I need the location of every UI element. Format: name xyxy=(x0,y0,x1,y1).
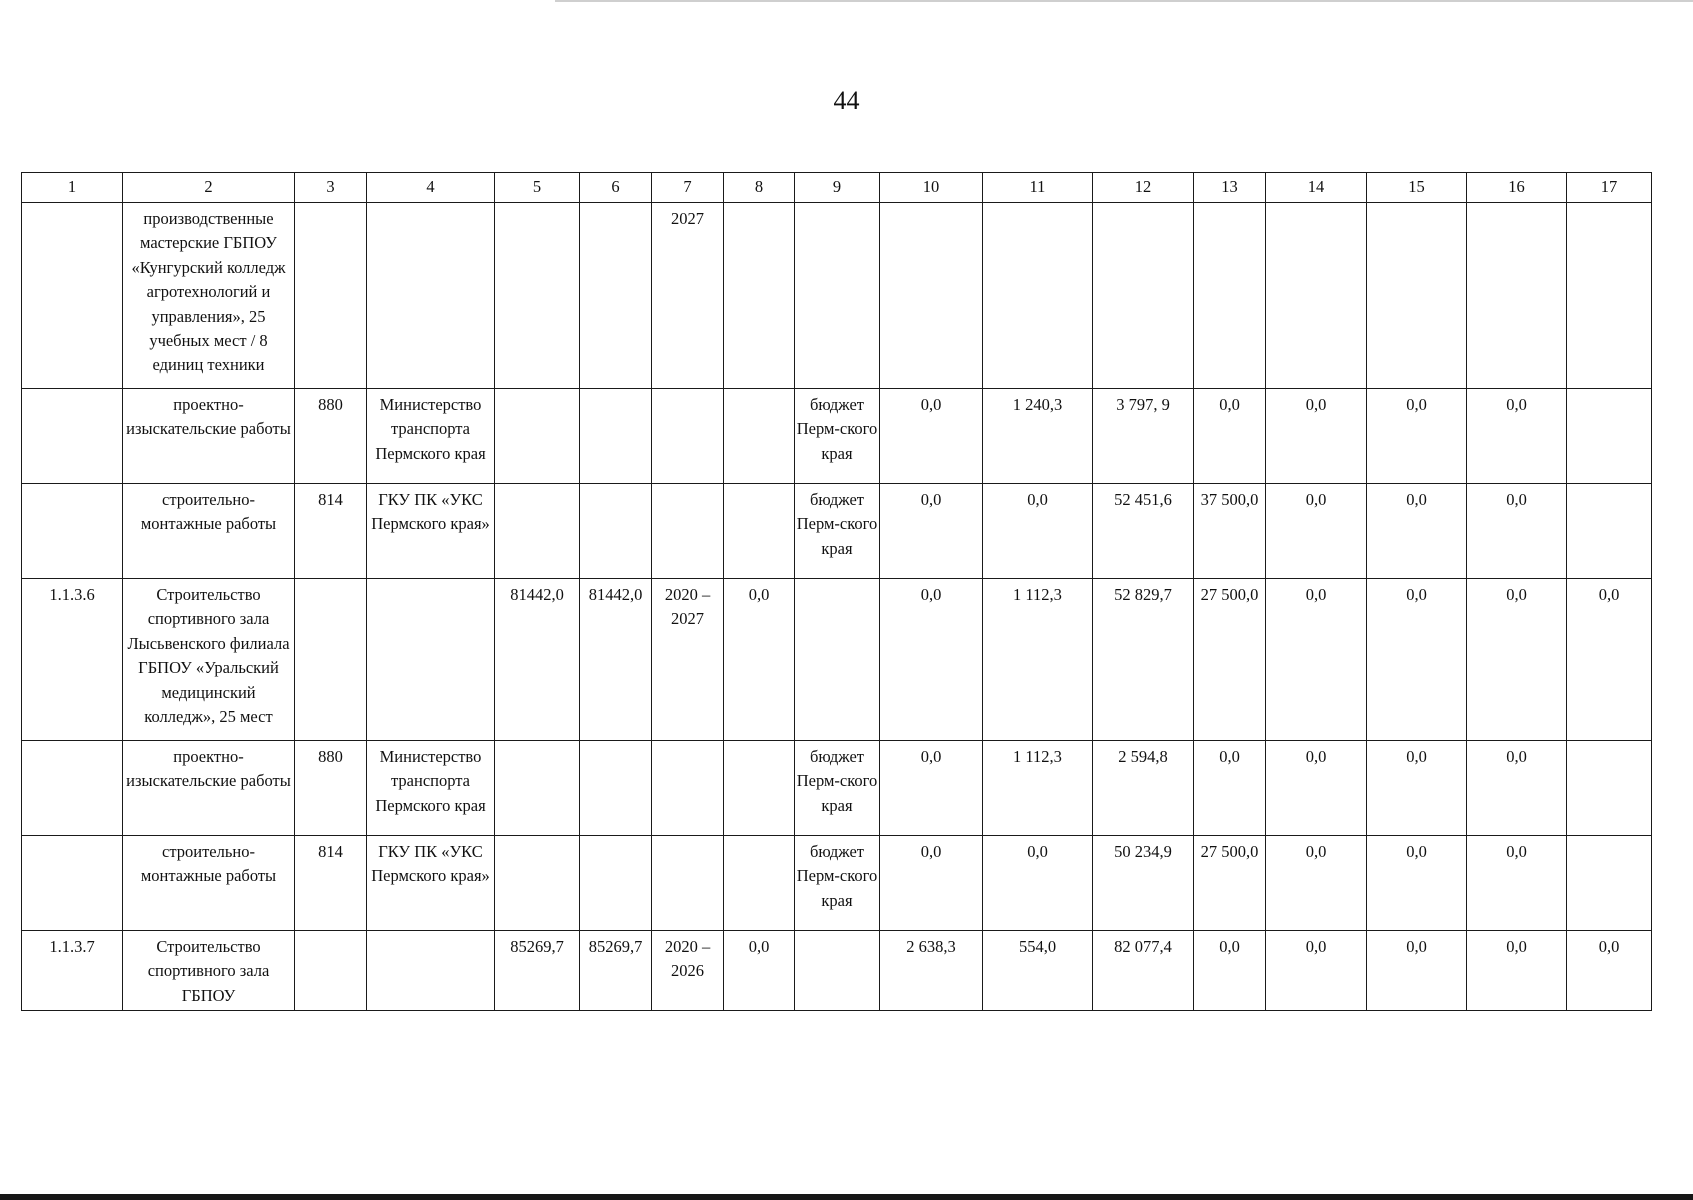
table-cell-col-2: строительно-монтажные работы xyxy=(123,484,295,579)
table-cell-col-2: Строительство спортивного зала Лысьвенского филиала ГБПОУ «Уральский медицинский колледж», 25 мест xyxy=(123,579,295,741)
table-cell-col-17 xyxy=(1567,389,1652,484)
table-cell-col-6 xyxy=(580,203,652,389)
column-number-9: 9 xyxy=(795,173,880,203)
table-cell-col-7: 2020 – 2026 xyxy=(652,931,724,1011)
table-cell-col-15 xyxy=(1367,203,1467,389)
page-number: 44 xyxy=(833,86,860,115)
table-cell-col-4 xyxy=(367,931,495,1011)
table-cell-col-8 xyxy=(724,203,795,389)
table-cell-col-13: 0,0 xyxy=(1194,931,1266,1011)
table-cell-col-9 xyxy=(795,203,880,389)
table-cell-col-12: 52 451,6 xyxy=(1093,484,1194,579)
table-cell-col-15: 0,0 xyxy=(1367,836,1467,931)
table-cell-col-5: 85269,7 xyxy=(495,931,580,1011)
table-cell-col-15: 0,0 xyxy=(1367,741,1467,836)
table-cell-col-3: 814 xyxy=(295,484,367,579)
table-cell-col-16 xyxy=(1467,203,1567,389)
table-cell-col-14: 0,0 xyxy=(1266,579,1367,741)
table-cell-col-1 xyxy=(22,836,123,931)
table-cell-col-10: 0,0 xyxy=(880,579,983,741)
table-cell-col-3: 814 xyxy=(295,836,367,931)
table-cell-col-12: 52 829,7 xyxy=(1093,579,1194,741)
column-number-6: 6 xyxy=(580,173,652,203)
table-cell-col-5 xyxy=(495,741,580,836)
table-cell-col-16: 0,0 xyxy=(1467,484,1567,579)
table-cell-col-16: 0,0 xyxy=(1467,931,1567,1011)
table-cell-col-7 xyxy=(652,741,724,836)
budget-table xyxy=(21,172,1652,1011)
table-cell-col-10: 2 638,3 xyxy=(880,931,983,1011)
column-number-17: 17 xyxy=(1567,173,1652,203)
table-row xyxy=(22,741,1652,836)
table-cell-col-10 xyxy=(880,203,983,389)
table-cell-col-5 xyxy=(495,836,580,931)
table-cell-col-7: 2020 – 2027 xyxy=(652,579,724,741)
table-cell-col-13 xyxy=(1194,203,1266,389)
table-cell-col-9 xyxy=(795,579,880,741)
column-number-12: 12 xyxy=(1093,173,1194,203)
table-cell-col-6 xyxy=(580,389,652,484)
table-cell-col-4: Министерство транспорта Пермского края xyxy=(367,389,495,484)
table-cell-col-5 xyxy=(495,484,580,579)
table-cell-col-15: 0,0 xyxy=(1367,931,1467,1011)
column-number-13: 13 xyxy=(1194,173,1266,203)
column-number-11: 11 xyxy=(983,173,1093,203)
table-row xyxy=(22,389,1652,484)
table-cell-col-15: 0,0 xyxy=(1367,579,1467,741)
table-cell-col-5 xyxy=(495,203,580,389)
column-number-header-row xyxy=(22,173,1652,203)
table-cell-col-5: 81442,0 xyxy=(495,579,580,741)
table-cell-col-3: 880 xyxy=(295,741,367,836)
table-cell-col-7 xyxy=(652,836,724,931)
column-number-15: 15 xyxy=(1367,173,1467,203)
table-cell-col-8 xyxy=(724,484,795,579)
table-cell-col-3 xyxy=(295,579,367,741)
table-cell-col-2: производственные мастерские ГБПОУ «Кунгурский колледж агротехнологий и управления», 25 учебных мест / 8 единиц техники xyxy=(123,203,295,389)
table-cell-col-2: проектно-изыскательские работы xyxy=(123,741,295,836)
table-cell-col-16: 0,0 xyxy=(1467,389,1567,484)
column-number-1: 1 xyxy=(22,173,123,203)
table-cell-col-1: 1.1.3.7 xyxy=(22,931,123,1011)
table-cell-col-13: 37 500,0 xyxy=(1194,484,1266,579)
table-cell-col-6: 85269,7 xyxy=(580,931,652,1011)
table-cell-col-17 xyxy=(1567,484,1652,579)
column-number-4: 4 xyxy=(367,173,495,203)
bottom-scan-edge xyxy=(0,1194,1693,1200)
table-cell-col-7: 2027 xyxy=(652,203,724,389)
table-cell-col-12 xyxy=(1093,203,1194,389)
table-cell-col-6 xyxy=(580,484,652,579)
table-cell-col-17 xyxy=(1567,203,1652,389)
table-cell-col-1 xyxy=(22,203,123,389)
table-cell-col-9: бюджет Перм-ского края xyxy=(795,741,880,836)
table-cell-col-9 xyxy=(795,931,880,1011)
table-cell-col-4: ГКУ ПК «УКС Пермского края» xyxy=(367,836,495,931)
table-cell-col-2: проектно-изыскательские работы xyxy=(123,389,295,484)
table-row xyxy=(22,836,1652,931)
table-cell-col-17: 0,0 xyxy=(1567,579,1652,741)
table-cell-col-16: 0,0 xyxy=(1467,579,1567,741)
table-cell-col-14: 0,0 xyxy=(1266,836,1367,931)
table-cell-col-7 xyxy=(652,484,724,579)
table-cell-col-13: 0,0 xyxy=(1194,741,1266,836)
table-cell-col-13: 27 500,0 xyxy=(1194,836,1266,931)
table-cell-col-10: 0,0 xyxy=(880,741,983,836)
table-cell-col-11: 1 112,3 xyxy=(983,741,1093,836)
table-cell-col-8 xyxy=(724,836,795,931)
table-cell-col-11: 1 112,3 xyxy=(983,579,1093,741)
table-cell-col-16: 0,0 xyxy=(1467,836,1567,931)
table-cell-col-6: 81442,0 xyxy=(580,579,652,741)
table-cell-col-14: 0,0 xyxy=(1266,931,1367,1011)
table-cell-col-12: 2 594,8 xyxy=(1093,741,1194,836)
column-number-7: 7 xyxy=(652,173,724,203)
table-cell-col-3 xyxy=(295,203,367,389)
table-cell-col-10: 0,0 xyxy=(880,836,983,931)
column-number-16: 16 xyxy=(1467,173,1567,203)
table-cell-col-1 xyxy=(22,389,123,484)
table-cell-col-14 xyxy=(1266,203,1367,389)
table-row xyxy=(22,203,1652,389)
table-cell-col-5 xyxy=(495,389,580,484)
table-cell-col-14: 0,0 xyxy=(1266,484,1367,579)
table-cell-col-16: 0,0 xyxy=(1467,741,1567,836)
table-cell-col-10: 0,0 xyxy=(880,389,983,484)
table-row xyxy=(22,579,1652,741)
table-cell-col-17 xyxy=(1567,741,1652,836)
table-cell-col-14: 0,0 xyxy=(1266,741,1367,836)
table-row xyxy=(22,484,1652,579)
table-cell-col-6 xyxy=(580,836,652,931)
table-cell-col-14: 0,0 xyxy=(1266,389,1367,484)
table-cell-col-9: бюджет Перм-ского края xyxy=(795,389,880,484)
top-scan-rule xyxy=(555,0,1693,2)
column-number-2: 2 xyxy=(123,173,295,203)
table-cell-col-17 xyxy=(1567,836,1652,931)
table-cell-col-8 xyxy=(724,389,795,484)
table-cell-col-11: 1 240,3 xyxy=(983,389,1093,484)
table-cell-col-3: 880 xyxy=(295,389,367,484)
table-cell-col-2: строительно-монтажные работы xyxy=(123,836,295,931)
table-cell-col-7 xyxy=(652,389,724,484)
table-cell-col-1 xyxy=(22,484,123,579)
table-cell-col-1 xyxy=(22,741,123,836)
table-cell-col-13: 0,0 xyxy=(1194,389,1266,484)
table-cell-col-6 xyxy=(580,741,652,836)
table-cell-col-12: 82 077,4 xyxy=(1093,931,1194,1011)
table-cell-col-15: 0,0 xyxy=(1367,389,1467,484)
table-cell-col-4: Министерство транспорта Пермского края xyxy=(367,741,495,836)
table-body xyxy=(22,173,1652,1011)
table-cell-col-17: 0,0 xyxy=(1567,931,1652,1011)
table-cell-col-2: Строительство спортивного зала ГБПОУ xyxy=(123,931,295,1011)
column-number-3: 3 xyxy=(295,173,367,203)
table-cell-col-8: 0,0 xyxy=(724,579,795,741)
column-number-14: 14 xyxy=(1266,173,1367,203)
table-cell-col-4 xyxy=(367,203,495,389)
table-cell-col-1: 1.1.3.6 xyxy=(22,579,123,741)
column-number-8: 8 xyxy=(724,173,795,203)
table-cell-col-11 xyxy=(983,203,1093,389)
table-cell-col-4: ГКУ ПК «УКС Пермского края» xyxy=(367,484,495,579)
table-cell-col-15: 0,0 xyxy=(1367,484,1467,579)
table-row xyxy=(22,931,1652,1011)
table-cell-col-4 xyxy=(367,579,495,741)
table-cell-col-9: бюджет Перм-ского края xyxy=(795,484,880,579)
table-cell-col-8: 0,0 xyxy=(724,931,795,1011)
table-cell-col-3 xyxy=(295,931,367,1011)
table-cell-col-9: бюджет Перм-ского края xyxy=(795,836,880,931)
table-cell-col-11: 0,0 xyxy=(983,484,1093,579)
table-cell-col-10: 0,0 xyxy=(880,484,983,579)
table-cell-col-12: 3 797, 9 xyxy=(1093,389,1194,484)
column-number-10: 10 xyxy=(880,173,983,203)
column-number-5: 5 xyxy=(495,173,580,203)
table-cell-col-11: 0,0 xyxy=(983,836,1093,931)
table-cell-col-12: 50 234,9 xyxy=(1093,836,1194,931)
table-cell-col-8 xyxy=(724,741,795,836)
table-cell-col-11: 554,0 xyxy=(983,931,1093,1011)
table-cell-col-13: 27 500,0 xyxy=(1194,579,1266,741)
